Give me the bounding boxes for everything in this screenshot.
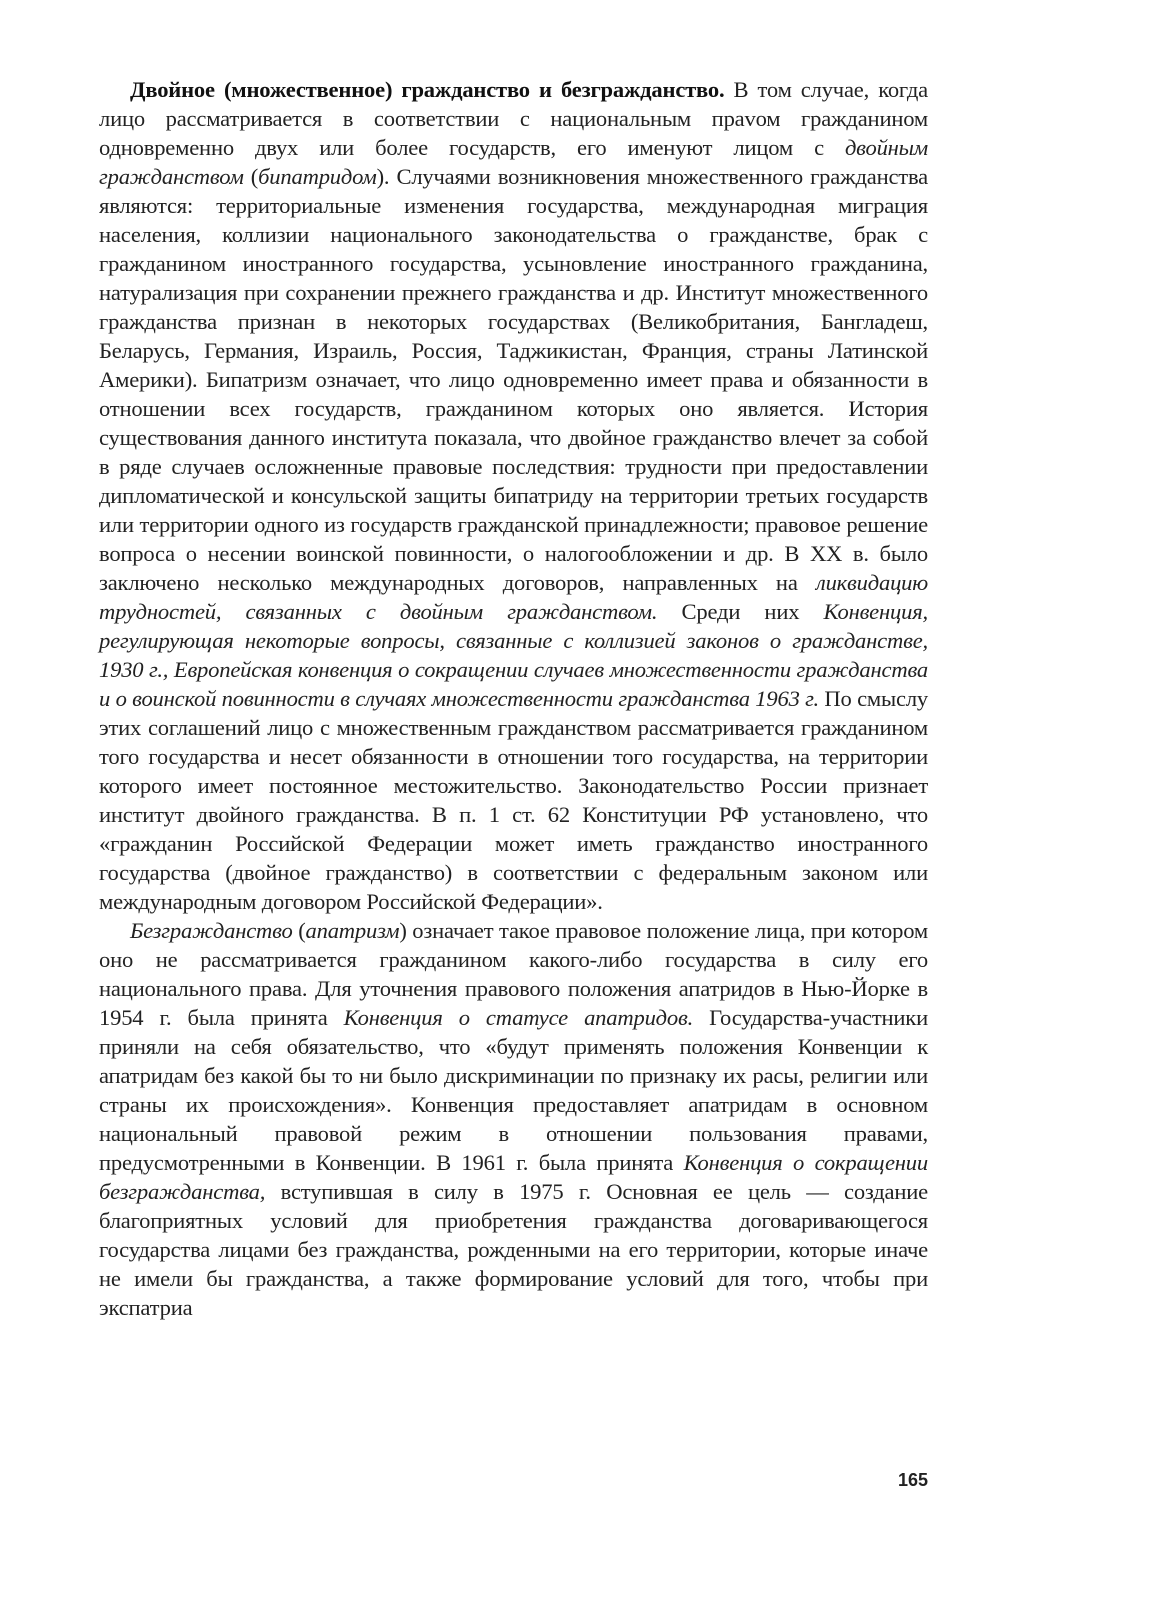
text-run-italic: Конвенция о сокращении безгражданства, (99, 1150, 929, 1204)
paragraph-statelessness (99, 916, 928, 1322)
text-run-normal: ). Случаями возникновения множественного гражданства являются: территориальные изменения государства, международная миграция населения, коллизии национального законодательства о гражданстве, брак с гражданином иностранного государства, усыновление иностранного гражданина, натурализация при сохранении прежнего гражданства и др. Институт множественного гражданства признан в некоторых государствах (Великобритания, Бангладеш, Беларусь, Германия, Израиль, Россия, Таджикистан, Франция, страны Латинской Америки). Бипатризм означает, что лицо одновременно имеет права и обязанности в отношении всех государств, гражданином которых оно является. История существования данного института показала, что двойное гражданство влечет за собой в ряде случаев осложненные правовые последствия: трудности при предоставлении дипломатической и консульской защиты бипатриду на территории третьих государств или территории одного из государств гражданской принадлежности; правовое решение вопроса о несении воинской повинности, о налогообложении и др. В XX в. было заключено несколько международных договоров, направленных на (99, 164, 928, 595)
text-run-italic: Конвенция о статусе апатридов. (343, 1005, 694, 1030)
body-text (99, 75, 928, 1322)
paragraph-dual-citizenship (99, 75, 928, 916)
text-run-italic: ликвидацию трудностей, связанных с двойным гражданством. (99, 570, 928, 624)
text-run-normal: В том случае, когда лицо рассматривается в соответствии с национальным праvом гражданином одновременно двух или более государств, его именуют лицом с (99, 77, 928, 160)
text-run-normal: вступившая в силу в 1975 г. Основная ее цель — создание благоприятных условий для приобретения гражданства договаривающегося государства лицами без гражданства, рожденными на его территории, которые иначе не имели бы гражданства, а также формирование условий для того, чтобы при экспатриа (99, 1179, 928, 1320)
text-run-italic: двойным гражданством (99, 135, 928, 189)
text-run-bold: Двойное (множественное) гражданство и безгражданство. (130, 77, 725, 102)
text-run-italic: апатризм (305, 918, 400, 943)
text-run-italic: бипатридом (258, 164, 377, 189)
text-run-normal: Государства-участники приняли на себя обязательство, что «будут применять положения Конвенции к апатридам без какой бы то ни было дискриминации по признаку их расы, религии или страны их происхождения». Конвенция предоставляет апатридам в основном национальный правовой режим в отношении пользования правами, предусмотренными в Конвенции. В 1961 г. была принята (99, 1005, 928, 1175)
text-run-italic: Конвенция, регулирующая некоторые вопросы, связанные с коллизией законов о гражданстве, 1930 г., Европейская конвенция о сокращении случаев множественности гражданства и о воинской повинности в случаях множественности гражданства 1963 г. (99, 599, 928, 711)
text-run-normal: ) означает такое правовое положение лица, при котором оно не рассматривается гражданином какого-либо государства в силу его национального права. Для уточнения правового положения апатридов в Нью-Йорке в 1954 г. была принята (99, 918, 928, 1030)
text-run-normal: По смыслу этих соглашений лицо с множественным гражданством рассматривается гражданином того государства и несет обязанности в отношении того государства, на территории которого имеет постоянное местожительство. Законодательство России признает институт двойного гражданства. В п. 1 ст. 62 Конституции РФ установлено, что «гражданин Российской Федерации может иметь гражданство иностранного государства (двойное гражданство) в соответствии с федеральным законом или международным договором Российской Федерации». (99, 686, 928, 914)
text-run-normal: ( (243, 164, 259, 189)
text-run-normal: ( (292, 918, 306, 943)
text-run-italic: Безгражданство (130, 918, 293, 943)
page-number: 165 (897, 1470, 928, 1490)
text-run-normal: Среди них (657, 599, 824, 624)
